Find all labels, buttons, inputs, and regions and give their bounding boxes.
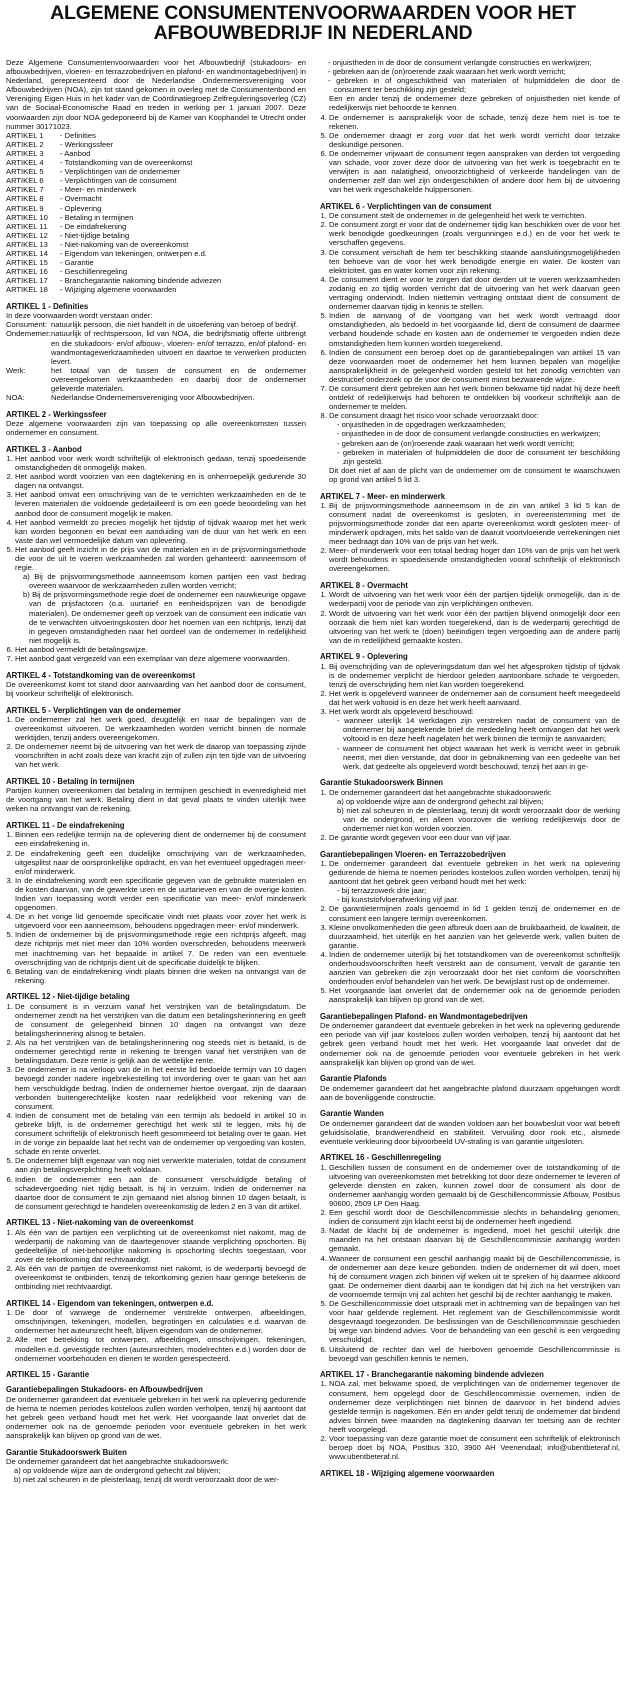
definition-text: natuurlijk of rechtspersoon, lid van NOA, die bedrijfsmatig offerte uitbrengt en die stukadoors- en/of afbouw-, vloeren- en/of terrazzo, en/of plafond- en wandmontagewerkzaamheden uitvoert en daartoe te verwerken producten levert. — [51, 329, 306, 366]
toc-article-number: ARTIKEL 17 — [6, 276, 48, 286]
article-heading: ARTIKEL 15 - Garantie — [6, 1370, 90, 1380]
list-item — [15, 545, 306, 645]
sub-list-item: - gebreken aan de (on)roerende zaak waaraan het werk wordt verricht; — [328, 67, 566, 77]
list-item-text: De consument draagt het risico voor schade veroorzaakt door: — [329, 411, 539, 421]
list-item: 4. De consument dient er voor te zorgen dat door derden uit te voeren werkzaamheden zodanig en zo tijdig worden verricht dat de uitvoering van het werk daarvan geen vertraging ondervindt. Indien niettemin vertraging ontstaat dient de consument de ondernemer daarvan tijdig in kennis te stellen. — [329, 275, 620, 311]
list-item: 2. Het werk is opgeleverd wanneer de ondernemer aan de consument heeft meegedeeld dat het werk voltooid is en deze het werk heeft aanvaard. — [329, 689, 620, 707]
toc-entry — [6, 276, 306, 285]
garantie-wanden — [320, 1109, 620, 1146]
article-12 — [6, 992, 306, 1210]
list-item: 2. Meer- of minderwerk voor een totaal bedrag hoger dan 10% van de prijs van het werk wordt behoudens in spoedeisende omstandigheden vooraf schriftelijk of elektronisch overeengekomen. — [329, 546, 620, 573]
article-heading: ARTIKEL 1 - Definities — [6, 301, 89, 311]
toc-article-title: - Niet-tijdige betaling — [60, 230, 130, 240]
toc-article-title: - Garantie — [60, 258, 94, 268]
list-item: 3. Kleine onvolkomenheden die geen afbreuk doen aan de bruikbaarheid, de kwaliteit, de duurzaamheid, het uiterlijk en het aanzien van het geleverde werk, vallen buiten de garantie. — [329, 923, 620, 950]
toc-article-number: ARTIKEL 16 — [6, 267, 48, 277]
article-heading: ARTIKEL 18 - Wijziging algemene voorwaarden — [320, 1468, 495, 1478]
article-heading: ARTIKEL 11 - De eindafrekening — [6, 821, 125, 831]
toc-article-number: ARTIKEL 6 — [6, 176, 44, 186]
toc-entry — [6, 149, 306, 158]
toc-article-number: ARTIKEL 2 — [6, 139, 44, 149]
article-text: Deze algemene voorwaarden zijn van toepassing op alle overeenkomsten tussen ondernemer en consument. — [6, 418, 306, 438]
article-lead: De ondernemer garandeert dat het aangebrachte stukadoorswerk: — [6, 1457, 229, 1467]
garantie-vloeren — [320, 850, 620, 1005]
sub-list-item: - gebreken in of ongeschiktheid van materialen of hulpmiddelen die door de consument ter beschikking zijn gesteld; — [328, 76, 620, 95]
left-column — [6, 58, 306, 1702]
definition-row — [6, 366, 306, 393]
garantie-binnen — [320, 778, 620, 842]
list-item: 7. Het aanbod gaat vergezeld van een exemplaar van deze algemene voorwaarden. — [15, 654, 306, 663]
toc-entry — [6, 213, 306, 222]
sub-list-item: - bij kunststofvloerafwerking vijf jaar. — [337, 895, 459, 905]
sub-list-item: - onjuistheden in de door de consument verlangde constructies en werkwijzen; — [328, 58, 592, 67]
toc-entry — [6, 240, 306, 249]
article-heading: ARTIKEL 14 - Eigendom van tekeningen, ontwerpen e.d. — [6, 1298, 214, 1308]
article-18 — [320, 1469, 620, 1478]
list-item: 1. De door of vanwege de ondernemer verstrekte ontwerpen, afbeeldingen, omschrijvingen, tekeningen, modellen, begrotingen en calculaties e.d. waarvan de ondernemer het auteursrecht heeft, blijven eigendom van de ondernemer. — [15, 1308, 306, 1335]
list-item: 2. De garantietermijnen zoals genoemd in lid 1 gelden tenzij de ondernemer en de consument een langere termijn overeenkomen. — [329, 904, 620, 922]
list-item: 5. Indien de ondernemer bij de prijsvormingsmethode regie een richtprijs afgeeft, mag deze richtprijs met niet meer dan 10% worden overschreden, behoudens meerwerk met inachtneming van het bepaalde in artikel 7. De reden van een eventuele overschrijding van de richtprijs dient uit de specificatie duidelijk te blijken. — [15, 930, 306, 966]
toc-article-number: ARTIKEL 3 — [6, 148, 44, 158]
article-1 — [6, 302, 306, 402]
toc-article-number: ARTIKEL 5 — [6, 167, 44, 177]
sub-list-item: - wanneer uiterlijk 14 werkdagen zijn verstreken nadat de consument van de ondernemer bij aangetekende brief de mededeling heeft ontvangen dat het werk voltooid is en deze heeft nagelaten het werk binnen die termijn te aanvaarden; — [337, 716, 620, 744]
article-16 — [320, 1153, 620, 1362]
article-subheading: Garantie Stukadoorswerk Buiten — [6, 1447, 127, 1457]
list-item-text: De ondernemer garandeert dat eventuele gebreken in het werk na oplevering gedurende de hierna te noemen periodes kosteloos zullen worden verholpen, tenzij hij aantoont dat het gebrek geen verband houdt met het werk: — [329, 859, 620, 887]
garantie-plafond-wand — [320, 1012, 620, 1067]
toc-article-title: - Totstandkoming van de overeenkomst — [60, 158, 193, 168]
definition-text: natuurlijk persoon, die niet handelt in de uitoefening van beroep of bedrijf. — [51, 320, 298, 330]
article-text: Dit doet niet af aan de plicht van de ondernemer om de consument te waarschuwen op grond van artikel 5 lid 3. — [329, 465, 620, 484]
article-2 — [6, 410, 306, 437]
article-heading: ARTIKEL 9 - Oplevering — [320, 652, 408, 662]
list-item — [329, 411, 620, 484]
article-4 — [6, 671, 306, 698]
list-item: 1. De consument is in verzuim vanaf het verstrijken van de betalingsdatum. De ondernemer zendt na het verstrijken van die datum een betalingsherinnering en geeft de consument de gelegenheid binnen 10 dagen na ontvangst van deze betalingsherinnering alsnog te betalen. — [15, 1002, 306, 1038]
article-subheading: Garantie Plafonds — [320, 1074, 387, 1084]
article-heading: ARTIKEL 12 - Niet-tijdige betaling — [6, 992, 130, 1002]
list-item: 5. De ondernemer blijft eigenaar van nog niet verwerkte materialen, totdat de consument aan zijn betalingsverplichting heeft voldaan. — [15, 1156, 306, 1174]
list-item: 1. Het aanbod voor werk wordt schriftelijk of elektronisch gedaan, tenzij spoedeisende omstandigheden dit onmogelijk maken. — [15, 454, 306, 472]
toc-article-number: ARTIKEL 7 — [6, 185, 44, 195]
list-item: 1. Als één van de partijen een verplichting uit de overeenkomst niet nakomt, mag de wederpartij de nakoming van de daartegenover staande verplichting opschorten. Bij gedeeltelijke of niet-behoorlijke nakoming is opschorting slechts toegestaan, voor zover de tekortkoming dat rechtvaardigt. — [15, 1228, 306, 1264]
article-heading: ARTIKEL 6 - Verplichtingen van de consument — [320, 201, 492, 211]
toc-article-title: - Aanbod — [60, 148, 91, 158]
list-item: 1. Wordt de uitvoering van het werk voor één der partijen tijdelijk onmogelijk, dan is de wederpartij voor de periode van zijn verplichtingen ontheven. — [329, 590, 620, 608]
toc-article-title: - Definities — [60, 130, 96, 140]
article-13 — [6, 1218, 306, 1291]
article-heading: ARTIKEL 3 - Aanbod — [6, 444, 82, 454]
definition-text: het totaal van de tussen de consument en de ondernemer overeengekomen werkzaamheden en daarbij door de ondernemer geleverde materialen. — [51, 365, 306, 393]
list-item: 2. Als na het verstrijken van de betalingsherinnering nog steeds niet is betaald, is de ondernemer gerechtigd rente in rekening te brengen vanaf het verstrijken van de betalingsdatum. Deze rente is gelijk aan de wettelijke rente. — [15, 1038, 306, 1065]
toc-entry — [6, 167, 306, 176]
list-item: 5. De Geschillencommissie doet uitspraak met in achtneming van de bepalingen van het voor haar geldende reglement. Het reglement van de Geschillencommissie wordt desgevraagd toegezonden. De beslissingen van de Geschillencommissie geschieden bij wege van bindend advies. Voor de behandeling van een geschil is een vergoeding verschuldigd. — [329, 1299, 620, 1344]
definitions-list — [6, 320, 306, 402]
article-heading: ARTIKEL 17 - Branchegarantie nakoming bindende adviezen — [320, 1370, 544, 1380]
sub-list-item: - gebreken aan de (on)roerende zaak waaraan het werk wordt verricht; — [337, 438, 575, 448]
definition-term: Ondernemer: — [6, 329, 51, 339]
sub-list-item: b) niet zal scheuren in de pleisterlaag, tenzij dit wordt veroorzaakt door de wer- — [14, 1475, 280, 1485]
list-item: 1. Geschillen tussen de consument en de ondernemer over de totstandkoming of de uitvoering van overeenkomsten met betrekking tot door deze ondernemer te leveren of geleverde diensten en zaken, kunnen zowel door de consument als door de ondernemer aanhangig worden gemaakt bij de Geschillencommissie Afbouw, Postbus 90600, 2509 LP Den Haag. — [329, 1163, 620, 1208]
list-item: 3. De consument verschaft de hem ter beschikking staande aansluitingsmogelijkheden ten behoeve van de voor het werk benodigde energie en water. De kosten van elektriciteit, gas en water komen voor zijn rekening. — [329, 248, 620, 275]
toc-entry — [6, 194, 306, 203]
toc-entry — [6, 258, 306, 267]
list-item: 6. Indien de consument een beroep doet op de garantiebepalingen van artikel 15 van deze voorwaarden moet de ondernemer het hem kunnen bepalen van mogelijke aansprakelijkheid in de gelegenheid worden gesteld tot het zonodig verrichten van destructief onderzoek op de voor de consument minst bezwarende wijze. — [329, 348, 620, 384]
list-item: 2. Als één van de partijen de overeenkomst niet nakomt, is de wederpartij bevoegd de overeenkomst te ontbinden, tenzij de tekortkoming gezien haar geringe betekenis de ontbinding niet rechtvaardigt. — [15, 1264, 306, 1291]
article-heading: ARTIKEL 5 - Verplichtingen van de ondernemer — [6, 705, 181, 715]
toc-entry — [6, 267, 306, 276]
list-item: 1. Bij de prijsvormingsmethode aanneemsom in de zin van artikel 3 lid 5 kan de consument nadat de overeenkomst is gesloten, in overeenstemming met de prijsvormingsmethode zonder dat een aparte overeenkomst wordt gesloten meer- of minderwerk opdragen, mits het saldo van de daaruit voortvloeiende verrekeningen niet meer bedraagt dan 10% van de prijs van het werk. — [329, 501, 620, 546]
list-item: 5. Indien de aanvang of de voortgang van het werk wordt vertraagd door omstandigheden, als bedoeld in het voorgaande lid, dient de consument de daarmee verband houdende schade en kosten aan de ondernemer te vergoeden indien deze omstandigheden hem kunnen worden toegerekend. — [329, 311, 620, 347]
list-item-text: Het werk wordt als opgeleverd beschouwd: — [329, 707, 474, 717]
list-item: 2. De eindafrekening geeft een duidelijke omschrijving van de werkzaamheden, uitgesplitst naar de oorspronkelijke opdracht, en van het eventueel opgedragen meer- en/of minderwerk. — [15, 849, 306, 876]
list-item: 2. Wordt de uitvoering van het werk voor één der partijen blijvend onmogelijk door een oorzaak die hem niet kan worden toegerekend, dan is de wederpartij gerechtigd de uitvoering van het werk te (doen) beëindigen tegen vergoeding aan de andere partij van de in redelijkheid gemaakte kosten. — [329, 609, 620, 645]
definition-term: Werk: — [6, 365, 26, 375]
intro-paragraph: Deze Algemene Consumentenvoorwaarden voor het Afbouwbedrijf (stukadoors- en afbouwbedrijven, vloeren- en terrazzobedrijven en plafond- en wandmontagebedrijven) in Nederland, gerepresenteerd door de Nederlandse Ondernemersvereniging voor Afbouwbedrijven (NOA), zijn tot stand gekomen in overleg met de Consumentenbond en Vereniging Eigen Huis in het kader van de Coördinatiegroep Zelfreguleringsoverleg (CZ) van de Sociaal-Economische Raad en treden in werking per 1 januari 2007. Deze voorwaarden zijn door NOA gedeponeerd bij de Kamer van Koophandel te Utrecht onder nummer 30171023. — [6, 58, 306, 131]
list-item: 6. De ondernemer vrijwaart de consument tegen aanspraken van derden tot vergoeding van schade, voor zover deze door de uitvoering van het werk is toegebracht en te verwijten is aan nalatigheid, onvoorzichtigheid of verkeerde handelingen van de ondernemer zelf dan wel zijn ondergeschikten of andere door hem bij de uitvoering van het werk ingeschakelde hulppersonen. — [329, 149, 620, 194]
toc-article-title: - Wijziging algemene voorwaarden — [60, 285, 177, 295]
list-item: 1. Bij overschrijding van de opleveringsdatum dan wel het afgesproken tijdstip of tijdvak is de ondernemer verplicht de hierdoor geleden aantoonbare schade te vergoeden, tenzij de overschrijding hem niet kan worden toegerekend. — [329, 662, 620, 689]
title-line-2: AFBOUWBEDRIJF IN NEDERLAND — [153, 22, 473, 44]
article-11 — [6, 821, 306, 985]
toc-article-number: ARTIKEL 4 — [6, 158, 44, 168]
toc-article-title: - De eindafrekening — [60, 221, 127, 231]
article-15 — [6, 1370, 306, 1440]
article-8 — [320, 581, 620, 645]
list-item — [329, 788, 620, 833]
list-item: 3. Het aanbod omvat een omschrijving van de te verrichten werkzaamheden en de te leveren materialen die voldoende gedetailleerd is om een goede beoordeling van het aanbod door de consument mogelijk te maken. — [15, 490, 306, 517]
toc-entry — [6, 158, 306, 167]
toc-article-title: - Overmacht — [60, 194, 102, 204]
article-heading: ARTIKEL 4 - Totstandkoming van de overeenkomst — [6, 670, 196, 680]
article-list — [6, 454, 306, 663]
toc-entry — [6, 176, 306, 185]
list-item: 4. Indien de consument met de betaling van een termijn als bedoeld in artikel 10 in gebreke blijft, is de ondernemer gerechtigd het werk stil te leggen, mits hij de consument schriftelijk of elektronisch heeft gesommeerd tot betaling over te gaan. Het in de vorige zin bepaalde laat het recht van de ondernemer op vergoeding van kosten, schade en rente onverlet. — [15, 1111, 306, 1156]
toc-article-number: ARTIKEL 1 — [6, 130, 44, 140]
article-6 — [320, 202, 620, 484]
list-item — [329, 859, 620, 904]
toc-article-title: - Branchegarantie nakoming bindende adviezen — [60, 276, 222, 286]
list-item: 4. Indien de ondernemer uiterlijk bij het totstandkomen van de overeenkomst schriftelijk onderhoudsvoorschriften heeft verstrekt aan de consument, vervalt de garantie ten aanzien van gebreken die zijn veroorzaakt door het niet conform die voorschriften onderhouden en/of behandelen van het werk. De bewijslast rust op de ondernemer. — [329, 950, 620, 986]
list-item: 1. NOA zal, met bekwame spoed, de verplichtingen van de ondernemer tegenover de consument, hem opgelegd door de Geschillencommissie overnemen, indien de ondernemer deze verplichtingen niet binnen de daarvoor in het bindend advies gestelde termijn is nagekomen. Eén en ander geldt tenzij de ondernemer dat bindend advies binnen twee maanden na dagtekening daarvan ter toetsing aan de rechter heeft voorgelegd. — [329, 1379, 620, 1434]
article-3 — [6, 445, 306, 663]
toc-article-title: - Oplevering — [60, 203, 102, 213]
right-column — [320, 58, 620, 1702]
article-subheading: Garantiebepalingen Vloeren- en Terrazzobedrijven — [320, 849, 506, 859]
toc-article-number: ARTIKEL 13 — [6, 239, 48, 249]
article-heading: ARTIKEL 2 - Werkingssfeer — [6, 409, 107, 419]
toc-entry — [6, 204, 306, 213]
title-line-1: ALGEMENE CONSUMENTENVOORWAARDEN VOOR HET — [50, 2, 576, 24]
toc-article-title: - Niet-nakoming van de overeenkomst — [60, 239, 189, 249]
list-item: 6. Betaling van de eindafrekening vindt plaats binnen drie weken na ontvangst van de rekening. — [15, 967, 306, 985]
list-item: 6. Uitsluitend de rechter dan wel de hierboven genoemde Geschillencommissie is bevoegd van geschillen kennis te nemen. — [329, 1345, 620, 1363]
definition-row — [6, 320, 306, 329]
article-heading: ARTIKEL 16 - Geschillenregeling — [320, 1153, 442, 1163]
toc-article-number: ARTIKEL 8 — [6, 194, 44, 204]
article-text: De ondernemer garandeert dat de wanden voldoen aan het bouwbesluit voor wat betreft geluidsisolatie, brandwerendheid en stabiliteit. Vervuiling door rook etc., alsmede eventuele verkleuring door bijvoorbeeld UV-straling is van garantie uitgesloten. — [320, 1118, 620, 1146]
list-item: 2. Alle met betrekking tot ontwerpen, afbeeldingen, omschrijvingen, tekeningen, modellen e.d. gevestigde rechten (auteursrechten, modelrechten e.d.) worden door de ondernemer voorbehouden en dienen te worden gerespecteerd. — [15, 1335, 306, 1362]
list-item: 3. In de eindafrekening wordt een specificatie gegeven van de gebruikte materialen en de kosten daarvan, van de gewerkte uren en de uurtarieven en van de overige kosten. Indien van toepassing wordt verder een specificatie van meer- en/of minderwerk opgenomen. — [15, 876, 306, 912]
toc-article-number: ARTIKEL 18 — [6, 285, 48, 295]
sub-list-item: - onjuistheden in de door de consument verlangde constructies en werkwijzen; — [337, 429, 601, 439]
list-item: 4. Het aanbod vermeldt zo precies mogelijk het tijdstip of tijdvak waarop met het werk kan worden begonnen en bevat een aanduiding van de duur van het werk en een vaste dan wel vermoedelijke datum van oplevering. — [15, 518, 306, 545]
definition-row — [6, 329, 306, 365]
article-lead: In deze voorwaarden wordt verstaan onder: — [6, 311, 153, 321]
article-heading: ARTIKEL 7 - Meer- en minderwerk — [320, 491, 446, 501]
toc-entry — [6, 185, 306, 194]
list-item: 7. De consument dient gebreken aan het werk binnen bekwame tijd nadat hij deze heeft ontdekt of redelijkerwijs had behoren te ontdekken bij voorkeur schriftelijk aan de ondernemer te melden. — [329, 384, 620, 411]
list-item: 4. De ondernemer is aansprakelijk voor de schade, tenzij deze hem niet is toe te rekenen. — [329, 113, 620, 131]
list-item: 6. Indien de ondernemer een aan de consument verschuldigde betaling of schadevergoeding niet tijdig betaalt, is hij in verzuim. Indien de ondernemer na daartoe door de consument te zijn gemaand niet alsnog binnen 10 dagen betaalt, is de consument gerechtigd te handelen overeenkomstig de leden 2 en 3 van dit artikel. — [15, 1175, 306, 1211]
toc-article-title: - Eigendom van tekeningen, ontwerpen e.d. — [60, 248, 207, 258]
sub-list-item: a) op voldoende wijze aan de ondergrond gehecht zal blijven; — [14, 1466, 221, 1476]
definition-term: Consument: — [6, 320, 47, 330]
list-item: 2. De ondernemer neemt bij de uitvoering van het werk de daarop van toepassing zijnde voorschriften in acht zoals deze van kracht zijn of zullen zijn ten tijde van de uitvoering van het werk. — [15, 742, 306, 769]
document-title — [0, 0, 626, 43]
list-item: 5. De ondernemer draagt er zorg voor dat het werk wordt verricht door terzake deskundige personen. — [329, 131, 620, 149]
toc-entry — [6, 285, 306, 294]
sub-list-item: b) Bij de prijsvormingsmethode regie doet de ondernemer een nauwkeurige opgave van de prijsfactoren (o.a. uurtarief en eenheidsprijzen van de benodigde materialen). De ondernemer geeft op verzoek van de consument een indicatie van de te verwachten uitvoeringskosten door het noemen van een richtprijs, tenzij dat in gegeven omstandigheden naar het oordeel van de ondernemer in redelijkheid niet mogelijk is. — [23, 590, 306, 645]
toc-entry — [6, 249, 306, 258]
toc-entry — [6, 131, 306, 140]
toc-article-number: ARTIKEL 14 — [6, 248, 48, 258]
garantie-plafonds — [320, 1074, 620, 1101]
list-item: 2. De consument zorgt er voor dat de ondernemer tijdig kan beschikken over de voor het werk benodigde goedkeuringen (zoals vergunningen e.d.) en de voor het werk te verschaffen gegevens. — [329, 220, 620, 247]
list-item — [329, 707, 620, 771]
article-text: Partijen kunnen overeenkomen dat betaling in termijnen geschiedt in evenredigheid met de voortgang van het werk. Betaling dient in dat geval plaats te vinden uiterlijk twee weken na ontvangst van de rekening. — [6, 786, 306, 814]
article-subheading: Garantiebepalingen Stukadoors- en Afbouwbedrijven — [6, 1385, 203, 1395]
list-item: 3. Nadat de klacht bij de ondernemer is ingediend, moet het geschil uiterlijk drie maanden na het ontstaan daarvan bij de Geschillencommissie aanhangig worden gemaakt. — [329, 1226, 620, 1253]
toc-article-title: - Werkingssfeer — [60, 139, 114, 149]
definition-text: Nederlandse Ondernemersvereniging voor Afbouwbedrijven. — [51, 393, 255, 403]
article-10 — [6, 777, 306, 814]
toc-article-title: - Verplichtingen van de ondernemer — [60, 167, 181, 177]
toc-article-number: ARTIKEL 15 — [6, 258, 48, 268]
toc-article-number: ARTIKEL 11 — [6, 221, 48, 231]
toc-article-title: - Betaling in termijnen — [60, 212, 134, 222]
toc-article-number: ARTIKEL 9 — [6, 203, 44, 213]
list-item: 4. Wanneer de consument een geschil aanhangig maakt bij de Geschillencommissie, is de ondernemer aan deze keuze gebonden. Indien de ondernemer dit wil doen, moet hij de consument vragen zich binnen vijf weken uit te spreken of hij daarmee akkoord gaat. De ondernemer dient daarbij aan te kondigen dat hij zich na het verstrijken van de voornoemde termijn vrij zal achten het geschil bij de rechter aanhangig te maken. — [329, 1254, 620, 1299]
toc-article-number: ARTIKEL 10 — [6, 212, 48, 222]
article-subheading: Garantie Wanden — [320, 1109, 384, 1119]
sub-list-item: - gebreken in materialen of hulpmiddelen die door de consument ter beschikking zijn gesteld. — [337, 447, 620, 466]
toc-entry — [6, 222, 306, 231]
list-item: 1. De ondernemer zal het werk goed, deugdelijk en naar de bepalingen van de overeenkomst uitvoeren. De werkzaamheden worden verricht binnen de normale werktijden, tenzij anders overeengekomen. — [15, 715, 306, 742]
article-subheading: Garantie Stukadoorswerk Binnen — [320, 778, 444, 788]
sub-list-item: b) niet zal scheuren in de pleisterlaag, tenzij dit wordt veroorzaakt door de werking van de ondergrond, en alleen voorzover die werking redelijkerwijs door de ondernemer niet kon worden voorzien. — [337, 805, 620, 834]
list-item: 1. De consument stelt de ondernemer in de gelegenheid het werk te verrichten. — [329, 211, 620, 220]
list-item-text: De ondernemer garandeert dat het aangebrachte stukadoorswerk: — [329, 787, 552, 797]
sub-list-item: - bij terrazzowerk drie jaar; — [337, 886, 427, 896]
article-17 — [320, 1370, 620, 1461]
list-item: 5. Het voorgaande laat onverlet dat de ondernemer ook na de genoemde perioden aansprakelijk kan blijven op grond van de wet. — [329, 986, 620, 1004]
article-text: De ondernemer garandeert dat eventuele gebreken in het werk na oplevering gedurende een periode van vijf jaar kosteloos zullen worden verholpen, tenzij hij aantoont dat het gebrek geen verband houdt met het werk. Het voorgaande laat onverlet dat de ondernemer ook na de genoemde perioden voor eventuele gebreken in het werk aansprakelijk kan blijven op grond van de wet. — [320, 1021, 620, 1067]
article-text: Een en ander tenzij de ondernemer deze gebreken of onjuistheden niet kende of redelijkerwijs niet behoorde te kennen. — [329, 94, 620, 113]
article-14 — [6, 1299, 306, 1363]
definition-term: NOA: — [6, 393, 25, 403]
toc-article-number: ARTIKEL 12 — [6, 230, 48, 240]
sub-list-item: a) Bij de prijsvormingsmethode aanneemsom komen partijen een vast bedrag overeen waarvoor de werkzaamheden zullen worden verricht; — [23, 572, 306, 591]
list-item-text: Het aanbod geeft inzicht in de prijs van de materialen en in de prijsvormingsmethode die voor de uit te voeren werkzaamheden zal worden gehanteerd: aanneemsom of regie. — [15, 544, 306, 573]
list-item: 3. De ondernemer is na verloop van de in het eerste lid bedoelde termijn van 10 dagen bevoegd zonder nadere ingebrekestelling tot invordering over te gaan van het aan hem verschuldigde bedrag. Indien de ondernemer hiertoe overgaat, zijn de daaraan verbonden buitengerechtelijke kosten naar redelijkheid voor rekening van de consument. — [15, 1065, 306, 1110]
list-item: 2. Voor toepassing van deze garantie moet de consument een schriftelijk of elektronisch beroep doet bij NOA, Postbus 310, 3900 AH Veenendaal; info@ubentbeteraf.nl, www.ubentbeteraf.nl. — [329, 1434, 620, 1461]
toc-entry — [6, 140, 306, 149]
list-item: 6. Het aanbod vermeldt de betalingswijze. — [15, 645, 306, 654]
article-subheading: Garantiebepalingen Plafond- en Wandmontagebedrijven — [320, 1012, 528, 1021]
article-text: De ondernemer garandeert dat eventuele gebreken in het werk na oplevering gedurende de hierna te noemen periodes kosteloos zullen worden verholpen, tenzij hij aantoont dat het gebrek geen verband houdt met het werk. Het voorgaande laat onverlet dat de ondernemer ook na de genoemde perioden voor eventuele gebreken in het werk aansprakelijk kan blijven op grond van de wet. — [6, 1394, 306, 1441]
garantie-buiten — [6, 1448, 306, 1485]
toc-article-title: - Geschillenregeling — [60, 267, 128, 277]
article-9 — [320, 652, 620, 770]
article-text: De overeenkomst komt tot stand door aanvaarding van het aanbod door de consument, bij voorkeur schriftelijk of elektronisch. — [6, 679, 306, 698]
sub-list-item: - onjuistheden in de opgedragen werkzaamheden; — [337, 420, 506, 430]
list-item: 2. Een geschil wordt door de Geschillencommissie slechts in behandeling genomen, indien de consument zijn klacht eerst bij de ondernemer heeft ingediend. — [329, 1208, 620, 1226]
list-item: 1. Binnen een redelijke termijn na de oplevering dient de ondernemer bij de consument een eindafrekening in. — [15, 830, 306, 848]
list-item: 2. De garantie wordt gegeven voor een duur van vijf jaar. — [329, 833, 620, 842]
list-item: 4. De in het vorige lid genoemde specificatie vindt niet plaats voor zover het werk is uitgevoerd voor een aanneemsom, behoudens opgedragen meer- en/of minderwerk. — [15, 912, 306, 930]
article-7 — [320, 492, 620, 574]
table-of-contents — [6, 131, 306, 295]
sub-list-item: - wanneer de consument het object waaraan het werk is verricht weer in gebruik neemt, met dien verstande, dat door in gebruikneming van een gedeelte van het werk, dat gedeelte als opgeleverd wordt beschouwd, tenzij het aan in ge- — [337, 743, 620, 771]
article-5 — [6, 706, 306, 770]
sub-list-item: a) op voldoende wijze aan de ondergrond gehecht zal blijven; — [337, 796, 544, 806]
toc-article-title: - Meer- en minderwerk — [60, 185, 137, 195]
list-item: 2. Het aanbod wordt voorzien van een dagtekening en is onherroepelijk gedurende 30 dagen na ontvangst. — [15, 472, 306, 490]
article-5-continued — [320, 58, 620, 194]
article-heading: ARTIKEL 10 - Betaling in termijnen — [6, 776, 135, 786]
definition-row — [6, 393, 306, 402]
article-heading: ARTIKEL 13 - Niet-nakoming van de overeenkomst — [6, 1218, 194, 1228]
article-heading: ARTIKEL 8 - Overmacht — [320, 581, 408, 591]
article-text: De ondernemer garandeert dat het aangebrachte plafond duurzaam opgehangen wordt aan de bovenliggende constructie. — [320, 1083, 620, 1102]
toc-article-title: - Verplichtingen van de consument — [60, 176, 177, 186]
toc-entry — [6, 231, 306, 240]
